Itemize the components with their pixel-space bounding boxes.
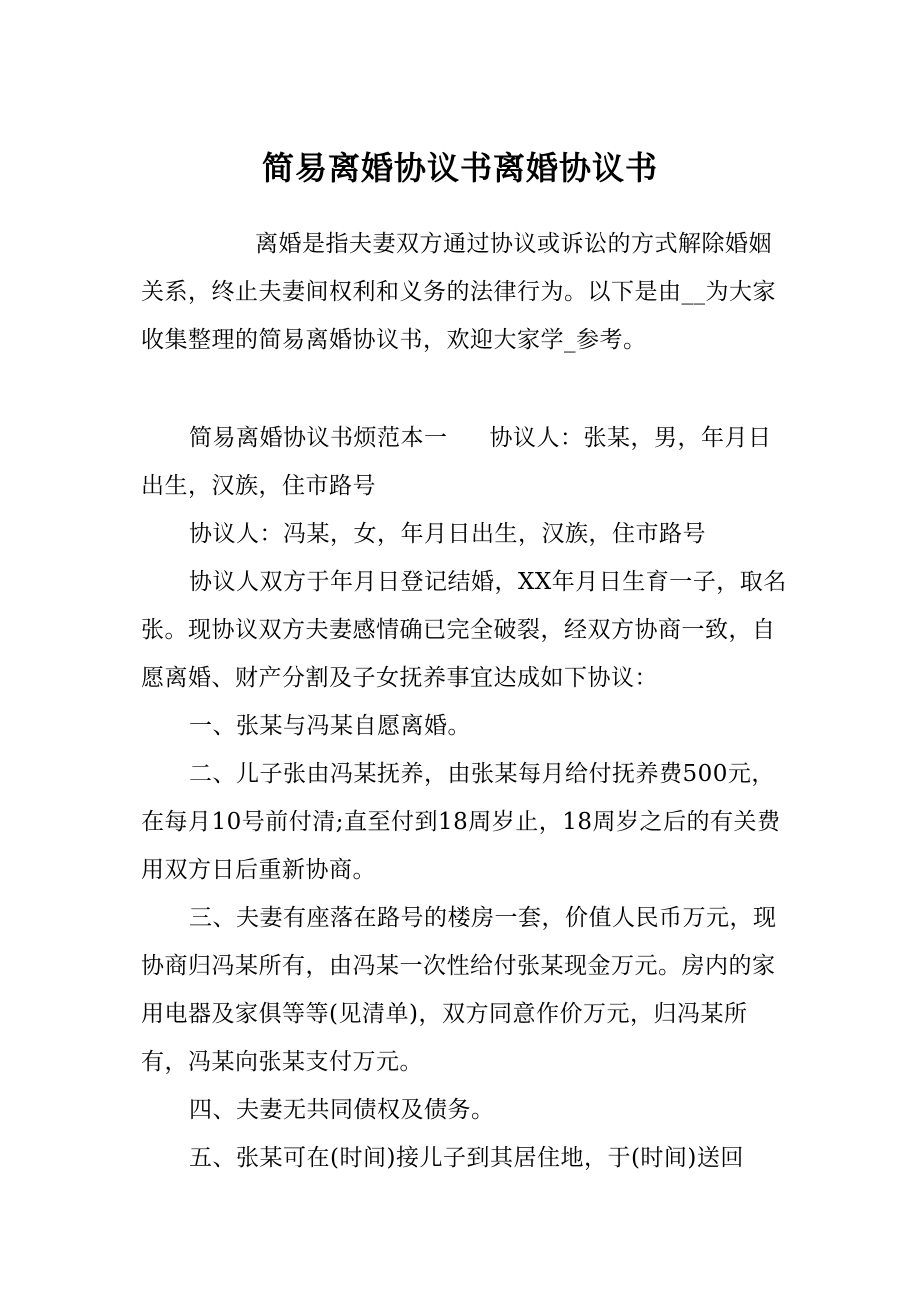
- clause-5: 五、张某可在(时间)接儿子到其居住地，于(时间)送回: [189, 1145, 744, 1171]
- sample-heading: 简易离婚协议书烦范本一: [189, 425, 448, 451]
- intro-paragraph: 离婚是指夫妻双方通过协议或诉讼的方式解除婚姻关系，终止夫妻间权利和义务的法律行为。以下是由__为大家收集整理的简易离婚协议书，欢迎大家学_参考。: [141, 231, 776, 353]
- clause-4: 四、夫妻无共同债权及债务。: [189, 1097, 495, 1123]
- document-title: 简易离婚协议书离婚协议书: [261, 149, 658, 187]
- party-2: 协议人：冯某，女，年月日出生，汉族，住市路号: [189, 521, 706, 547]
- party-1: 协议人：张某，男，年月日出生，汉族，住市路号: [141, 425, 772, 499]
- clause-2: 二、儿子张由冯某抚养，由张某每月给付抚养费500元，在每月10号前付清;直至付到18周岁止，18周岁之后的有关费用双方日后重新协商。: [141, 761, 781, 883]
- preamble-paragraph: 协议人双方于年月日登记结婚，XX年月日生育一子，取名张。现协议双方夫妻感情确已完全破裂，经双方协商一致，自愿离婚、财产分割及子女抚养事宜达成如下协议：: [141, 569, 787, 691]
- clause-3: 三、夫妻有座落在路号的楼房一套，价值人民币万元，现协商归冯某所有，由冯某一次性给付张某现金万元。房内的家用电器及家俱等等(见清单)，双方同意作价万元，归冯某所有，冯某向张某支付万元。: [141, 905, 777, 1075]
- clause-1: 一、张某与冯某自愿离婚。: [189, 713, 471, 739]
- sample-heading-paragraph: [141, 414, 789, 510]
